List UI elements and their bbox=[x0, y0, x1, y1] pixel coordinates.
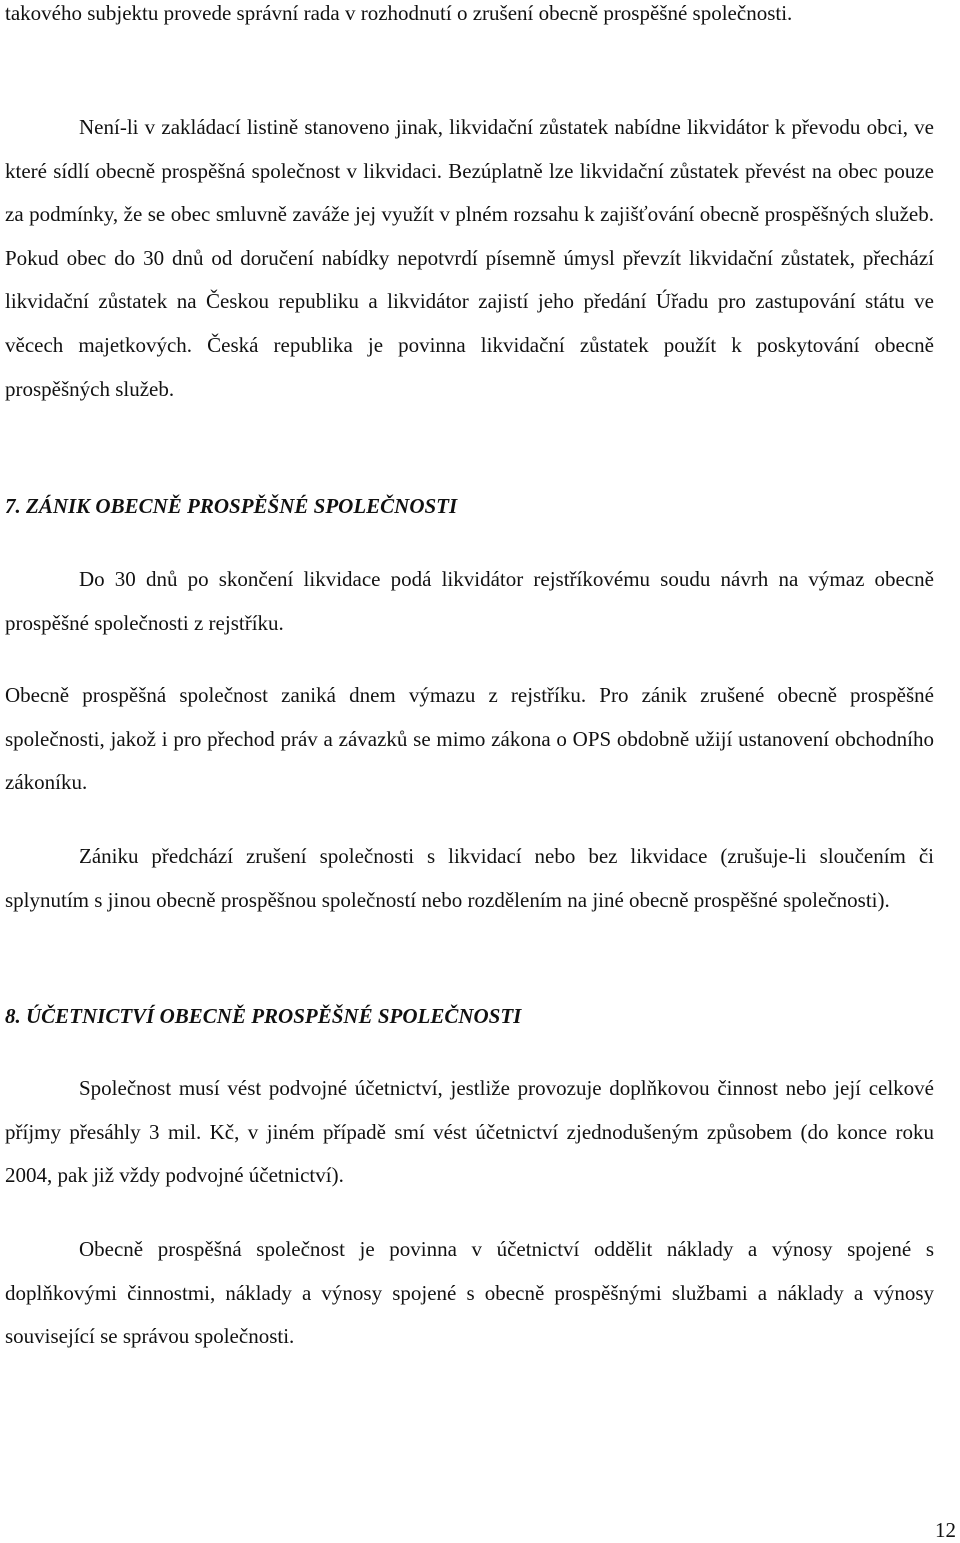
paragraph-dissolution-continued: takového subjektu provede správní rada v rozhodnutí o zrušení obecně prospěšné společnosti. bbox=[5, 1, 793, 25]
paragraph-dissolution-types: Zániku předchází zrušení společnosti s likvidací nebo bez likvidace (zrušuje-li sloučením či splynutím s jinou obecně prospěšnou společností nebo rozdělením na jiné obecně prospěšné společnosti). bbox=[5, 844, 934, 912]
paragraph-cost-separation: Obecně prospěšná společnost je povinna v účetnictví oddělit náklady a výnosy spojené s doplňkovými činnostmi, náklady a výnosy spojené s obecně prospěšnými službami a náklady a výnosy související se správou společnosti. bbox=[5, 1237, 934, 1349]
section-heading-7: 7. ZÁNIK OBECNĚ PROSPĚŠNÉ SPOLEČNOSTI bbox=[5, 494, 458, 518]
paragraph-termination: Obecně prospěšná společnost zaniká dnem výmazu z rejstříku. Pro zánik zrušené obecně prospěšné společnosti, jakož i pro přechod práv a závazků se mimo zákona o OPS obdobně užijí ustanovení obchodního zákoníku. bbox=[5, 683, 934, 795]
page-number: 12 bbox=[935, 1518, 956, 1542]
section-heading-8: 8. ÚČETNICTVÍ OBECNĚ PROSPĚŠNÉ SPOLEČNOSTI bbox=[5, 1004, 522, 1028]
paragraph-accounting-type: Společnost musí vést podvojné účetnictví, jestliže provozuje doplňkovou činnost nebo její celkové příjmy přesáhly 3 mil. Kč, v jiném případě smí vést účetnictví zjednodušeným způsobem (do konce roku 2004, pak již vždy podvojné účetnictví). bbox=[5, 1076, 934, 1188]
paragraph-liquidation-balance: Není-li v zakládací listině stanoveno jinak, likvidační zůstatek nabídne likvidátor k převodu obci, ve které sídlí obecně prospěšná společnost v likvidaci. Bezúplatně lze likvidační zůstatek převést na obec pouze za podmínky, že se obec smluvně zaváže jej využít v plném rozsahu k zajišťování obecně prospěšných služeb. Pokud obec do 30 dnů od doručení nabídky nepotvrdí písemně úmysl převzít likvidační zůstatek, přechází likvidační zůstatek na Českou republiku a likvidátor zajistí jeho předání Úřadu pro zastupování státu ve věcech majetkových. Česká republika je povinna likvidační zůstatek použít k poskytování obecně prospěšných služeb. bbox=[5, 115, 934, 401]
paragraph-deletion-proposal: Do 30 dnů po skončení likvidace podá likvidátor rejstříkovému soudu návrh na výmaz obecně prospěšné společnosti z rejstříku. bbox=[5, 567, 934, 635]
